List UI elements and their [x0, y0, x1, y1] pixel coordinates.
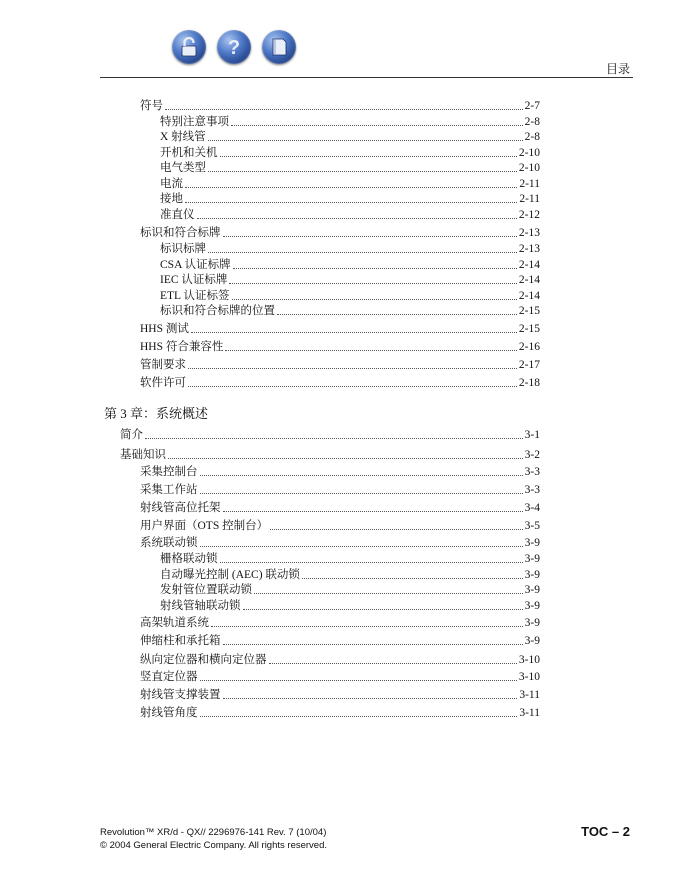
toc-entry-title: X 射线管: [160, 131, 206, 143]
toc-entry-title: HHS 符合兼容性: [140, 341, 224, 353]
toc-entry-power-on-off[interactable]: [160, 145, 540, 161]
dot-leader: [185, 186, 517, 188]
dot-leader: [220, 561, 523, 563]
toc-entry-page: 3-2: [524, 449, 540, 461]
toc-entry-title: 发射管位置联动锁: [160, 584, 252, 596]
toc-entry-acq-console[interactable]: [140, 464, 540, 480]
toc-entry-page: 2-8: [524, 131, 540, 143]
toc-entry-page: 3-9: [524, 584, 540, 596]
toc-entry-title: 简介: [120, 429, 143, 441]
toc-entry-page: 2-17: [518, 359, 540, 371]
toc-entry-current[interactable]: [160, 176, 540, 192]
toc-entry-tube-angle[interactable]: [140, 705, 540, 721]
toc-entry-long-lat-positioner[interactable]: [140, 652, 540, 668]
help-button[interactable]: [217, 30, 251, 64]
dot-leader: [233, 267, 517, 269]
toc-entry-page: 3-11: [519, 707, 540, 719]
toc-entry-special-notes[interactable]: [160, 114, 540, 130]
toc-entry-title: 标识和符合标牌的位置: [160, 305, 275, 317]
toc-entry-title: 用户界面（OTS 控制台）: [140, 520, 269, 532]
toc-entry-etl-label[interactable]: [160, 288, 540, 304]
toc-entry-acq-workstation[interactable]: [140, 482, 540, 498]
dot-leader: [145, 437, 523, 439]
dot-leader: [223, 235, 517, 237]
toc-entry-title: 伸缩柱和承托箱: [140, 635, 221, 647]
toc-entry-title: 自动曝光控制 (AEC) 联动锁: [160, 569, 300, 581]
dot-leader: [277, 313, 517, 315]
toc-entry-title: 射线管轴联动锁: [160, 600, 241, 612]
dot-leader: [208, 139, 523, 141]
toc-entry-page: 2-18: [518, 377, 540, 389]
toc-entry-aec-interlock[interactable]: [160, 567, 540, 583]
toc-entry-title: 竖直定位器: [140, 671, 198, 683]
toc-entry-xray-tube[interactable]: [160, 129, 540, 145]
toc-entry-page: 3-3: [524, 484, 540, 496]
toc-entry-telescoping-column[interactable]: [140, 633, 540, 649]
toc-entry-title: 采集控制台: [140, 466, 198, 478]
toc-entry-page: 3-11: [519, 689, 540, 701]
dot-leader: [200, 679, 517, 681]
toc-entry-page: 2-7: [524, 100, 540, 112]
dot-leader: [188, 385, 517, 387]
dot-leader: [200, 474, 523, 476]
toc-entry-id-labels[interactable]: [160, 241, 540, 257]
dot-leader: [185, 201, 517, 203]
toc-entry-page: 2-11: [519, 193, 540, 205]
toc-entry-vertical-positioner[interactable]: [140, 669, 540, 685]
help-icon: [217, 30, 251, 64]
toc-entry-page: 2-12: [518, 209, 540, 221]
dot-leader: [200, 715, 518, 717]
toc-entry-tube-axis-interlock[interactable]: [160, 598, 540, 614]
toc-entry-title: 开机和关机: [160, 147, 218, 159]
toc-entry-page: 2-14: [518, 259, 540, 271]
dot-leader: [269, 662, 517, 664]
toc-entry-title: 标识标牌: [160, 243, 206, 255]
book-icon: [262, 30, 296, 64]
toc-entry-user-interface[interactable]: [140, 518, 540, 534]
svg-text:?: ?: [227, 37, 241, 59]
toc-entry-system-interlocks[interactable]: [140, 535, 540, 551]
dot-leader: [211, 625, 523, 627]
dot-leader: [188, 367, 517, 369]
unlock-icon: [172, 30, 206, 64]
toc-entry-page: 3-10: [518, 671, 540, 683]
dot-leader: [225, 349, 517, 351]
dot-leader: [232, 298, 517, 300]
dot-leader: [229, 282, 517, 284]
footer-info: [100, 826, 327, 852]
toc-entry-tube-position-interlock[interactable]: [160, 582, 540, 598]
toc-entry-page: 2-8: [524, 116, 540, 128]
dot-leader: [231, 124, 523, 126]
toc-entry-page: 3-9: [524, 635, 540, 647]
toc-entry-title: 采集工作站: [140, 484, 198, 496]
toc-entry-hhs-test[interactable]: [140, 321, 540, 337]
toc-entry-regulatory[interactable]: [140, 357, 540, 373]
toc-entry-collimator[interactable]: [160, 207, 540, 223]
toc-entry-labels-compliance[interactable]: [140, 225, 540, 241]
toc-entry-page: 2-14: [518, 274, 540, 286]
toc-entry-page: 2-16: [518, 341, 540, 353]
dot-leader: [197, 217, 517, 219]
dot-leader: [200, 545, 523, 547]
toc-entry-page: 2-11: [519, 178, 540, 190]
footer-copyright: © 2004 General Electric Company. All rights reserved.: [100, 840, 328, 851]
toc-entry-page: 2-15: [518, 305, 540, 317]
toc-entry-page: 3-3: [524, 466, 540, 478]
footer-doc-id: Revolution™ XR/d - QX// 2296976-141 Rev. 7 (10/04): [100, 827, 327, 838]
toc-entry-title: 高架轨道系统: [140, 617, 209, 629]
dot-leader: [191, 331, 517, 333]
toc-entry-tube-mount[interactable]: [140, 500, 540, 516]
toc-entry-page: 3-1: [524, 429, 540, 441]
toc-entry-page: 3-9: [524, 600, 540, 612]
unlock-button[interactable]: [172, 30, 206, 64]
chapter-3-title[interactable]: 第 3 章：系统概述: [104, 406, 209, 421]
toc-entry-title: ETL 认证标签: [160, 290, 230, 302]
toc-entry-page: 2-10: [518, 147, 540, 159]
toc-entry-page: 3-9: [524, 553, 540, 565]
toc-entry-title: HHS 测试: [140, 323, 189, 335]
toc-entry-symbols[interactable]: [140, 98, 540, 114]
toc-entry-title: 射线管支撑装置: [140, 689, 221, 701]
toc-entry-page: 3-9: [524, 537, 540, 549]
dot-leader: [208, 170, 517, 172]
toc-entry-page: 3-9: [524, 569, 540, 581]
dot-leader: [223, 510, 523, 512]
toc-entry-title: 系统联动锁: [140, 537, 198, 549]
toc-entry-grid-interlock[interactable]: [160, 551, 540, 567]
dot-leader: [200, 492, 523, 494]
toc-entry-csa-label[interactable]: [160, 257, 540, 273]
section-label: 目录: [605, 62, 630, 76]
toc-entry-title: 纵向定位器和横向定位器: [140, 654, 267, 666]
toc-entry-page: 2-10: [518, 162, 540, 174]
dot-leader: [208, 251, 517, 253]
toc-entry-title: 射线管高位托架: [140, 502, 221, 514]
dot-leader: [168, 457, 523, 459]
toc-entry-page: 2-13: [518, 243, 540, 255]
toc-entry-tube-support[interactable]: [140, 687, 540, 703]
footer-page-number: TOC – 2: [581, 824, 630, 839]
toc-entry-iec-label[interactable]: [160, 272, 540, 288]
toc-entry-page: 3-10: [518, 654, 540, 666]
toc-entry-title: 接地: [160, 193, 183, 205]
dot-leader: [243, 608, 523, 610]
toc-entry-title: 基础知识: [120, 449, 166, 461]
toc-entry-page: 2-14: [518, 290, 540, 302]
header-divider: [100, 77, 633, 78]
toc-entry-title: 符号: [140, 100, 163, 112]
toc-entry-page: 3-9: [524, 617, 540, 629]
toc-entry-electrical-type[interactable]: [160, 160, 540, 176]
toc-entry-page: 3-4: [524, 502, 540, 514]
toc-entry-page: 2-15: [518, 323, 540, 335]
toc-entry-title: IEC 认证标牌: [160, 274, 228, 286]
dot-leader: [220, 155, 517, 157]
toc-entry-title: CSA 认证标牌: [160, 259, 231, 271]
toc-entry-title: 软件许可: [140, 377, 186, 389]
toc-entry-hhs-compliance[interactable]: [140, 339, 540, 355]
toc-entry-title: 管制要求: [140, 359, 186, 371]
toc-entry-intro[interactable]: [120, 427, 540, 443]
dot-leader: [223, 697, 518, 699]
toc-entry-title: 准直仪: [160, 209, 195, 221]
toc-entry-title: 栅格联动锁: [160, 553, 218, 565]
toc-entry-page: 3-5: [524, 520, 540, 532]
toc-entry-grounding[interactable]: [160, 191, 540, 207]
toc-entry-title: 电气类型: [160, 162, 206, 174]
toc-entry-title: 电流: [160, 178, 183, 190]
toc-entry-title: 标识和符合标牌: [140, 227, 221, 239]
dot-leader: [254, 592, 523, 594]
dot-leader: [223, 643, 523, 645]
toc-entry-label-locations[interactable]: [160, 303, 540, 319]
book-button[interactable]: [262, 30, 296, 64]
dot-leader: [302, 577, 523, 579]
dot-leader: [270, 528, 523, 530]
toc-entry-title: 射线管角度: [140, 707, 198, 719]
toc-entry-software-license[interactable]: [140, 375, 540, 391]
toc-entry-overhead-rail[interactable]: [140, 615, 540, 631]
toc-entry-page: 2-13: [518, 227, 540, 239]
toc-entry-basics[interactable]: [120, 447, 540, 463]
toc-entry-title: 特别注意事项: [160, 116, 229, 128]
dot-leader: [165, 108, 523, 110]
